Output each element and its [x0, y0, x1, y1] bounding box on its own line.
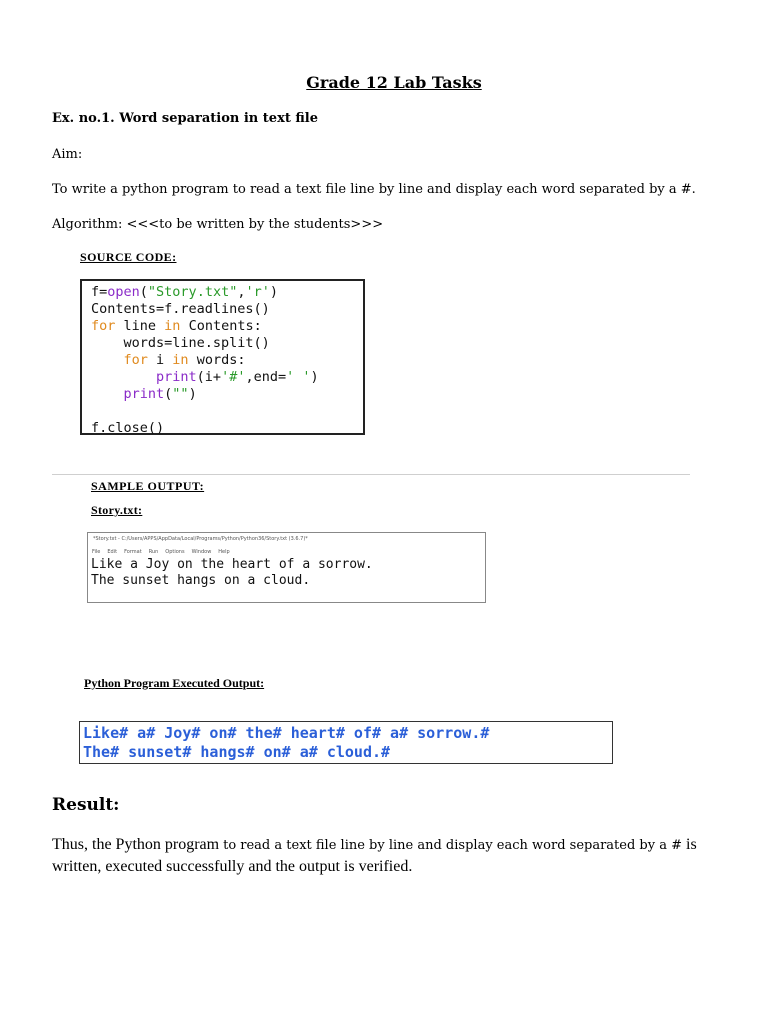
code-token: ( — [139, 284, 148, 300]
section-divider — [52, 474, 690, 475]
story-file-label: Story.txt: — [91, 503, 143, 517]
code-token: print — [91, 369, 197, 385]
code-token: , — [237, 284, 246, 300]
source-code-block — [80, 279, 365, 435]
conclusion-part: is written, executed successfully and the output is verified. — [52, 836, 697, 875]
output-line: The# sunset# hangs# on# a# cloud.# — [83, 743, 391, 761]
code-token: i — [147, 352, 173, 368]
aim-text: To write a python program to read a text file line by line and display each word separated by a #. — [52, 182, 696, 197]
code-token: f= — [91, 284, 108, 300]
code-line: Contents=f.readlines() — [91, 301, 270, 317]
code-line — [91, 318, 363, 335]
code-token: '#' — [221, 369, 246, 385]
result-conclusion — [52, 834, 712, 877]
story-line: Like a Joy on the heart of a sorrow. — [91, 557, 373, 572]
code-line — [91, 369, 363, 386]
algorithm-text: Algorithm: <<<to be written by the students>>> — [52, 217, 384, 232]
code-line-blank — [91, 403, 363, 420]
code-token: for — [91, 318, 116, 334]
code-token: ' ' — [286, 369, 311, 385]
menu-item-file: File — [92, 549, 101, 555]
conclusion-part: to read a text file line by line and display each word separated by a # — [223, 838, 682, 853]
page-title: Grade 12 Lab Tasks — [306, 73, 482, 92]
code-token: for — [91, 352, 148, 368]
code-token: open — [107, 284, 140, 300]
code-token: words: — [188, 352, 246, 368]
source-code-label: SOURCE CODE: — [80, 250, 177, 264]
menu-item-format: Format — [124, 549, 142, 555]
code-token: ) — [188, 386, 197, 402]
code-token: "Story.txt" — [147, 284, 238, 300]
code-line: words=line.split() — [91, 335, 270, 351]
menu-item-options: Options — [165, 549, 185, 555]
code-token: print — [91, 386, 165, 402]
code-token: "" — [172, 386, 189, 402]
conclusion-part: Thus, the Python program — [52, 836, 224, 853]
code-token: line — [115, 318, 165, 334]
menu-item-help: Help — [218, 549, 230, 555]
executed-output-block — [79, 721, 613, 764]
notepad-menu — [92, 549, 237, 555]
notepad-title: *Story.txt - C:/Users/APPS/AppData/Local/Programs/Python/Python36/Story.txt (3.6.7)* — [93, 536, 308, 542]
sample-output-label: SAMPLE OUTPUT: — [91, 479, 205, 493]
code-token: in — [172, 352, 189, 368]
code-token: 'r' — [245, 284, 270, 300]
notepad-content — [91, 557, 373, 589]
menu-item-edit: Edit — [107, 549, 118, 555]
code-line — [91, 386, 363, 403]
code-token: ) — [269, 284, 278, 300]
exercise-heading: Ex. no.1. Word separation in text file — [52, 111, 319, 126]
result-heading: Result: — [52, 795, 120, 815]
code-line — [91, 284, 363, 301]
code-token: Contents: — [180, 318, 262, 334]
aim-label: Aim: — [52, 147, 83, 162]
code-line: f.close() — [91, 420, 165, 436]
code-token: (i+ — [196, 369, 222, 385]
code-token: ) — [310, 369, 319, 385]
code-token: ,end= — [245, 369, 287, 385]
output-line: Like# a# Joy# on# the# heart# of# a# sorrow.# — [83, 724, 490, 742]
code-line — [91, 352, 363, 369]
notepad-screenshot — [87, 532, 486, 603]
menu-item-window: Window — [191, 549, 212, 555]
story-line: The sunset hangs on a cloud. — [91, 573, 311, 588]
menu-item-run: Run — [148, 549, 159, 555]
executed-output-label: Python Program Executed Output: — [84, 676, 265, 690]
code-token: ( — [164, 386, 173, 402]
code-token: in — [164, 318, 181, 334]
